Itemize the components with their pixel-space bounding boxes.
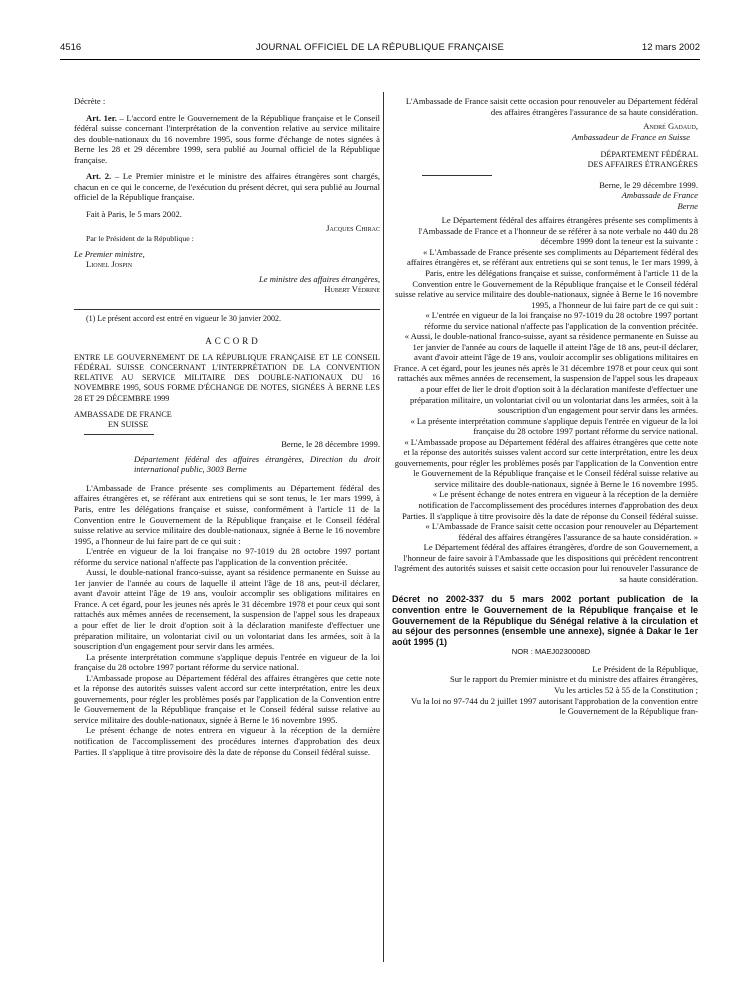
sender-ambassade: AMBASSADE DE FRANCE <box>74 409 172 419</box>
dept-heading-2: DES AFFAIRES ÉTRANGÈRES <box>587 160 698 170</box>
par-le-president: Par le Président de la République : <box>86 234 194 244</box>
column-divider <box>383 92 384 962</box>
pm-title: Le Premier ministre, <box>74 248 145 259</box>
dept-address: Département fédéral des affaires étrangères, Direction du droit international public, 3003 Berne <box>134 453 380 475</box>
article-1-label: Art. 1er. <box>86 112 117 123</box>
right-para-8: « L'Ambassade de France saisit cette occasion pour renouveler au Département fédéral des affaires étrangères l'assurance de sa haute considération. » <box>425 521 698 542</box>
issue-date: 12 mars 2002 <box>641 42 700 53</box>
berne-date-2: Berne, le 29 décembre 1999. <box>599 179 698 190</box>
article-2 <box>74 171 380 203</box>
right-column <box>392 96 698 717</box>
right-para-7: « Le présent échange de notes entrera en vigueur à la réception de la dernière notification de l'accomplissement des procédures internes d'approbation des deux Parties. Il s'applique à titre provisoire dès la date de réponse du Conseil fédéral suisse. <box>401 489 698 521</box>
left-para-6: Le présent échange de notes entrera en vigueur à la réception de la dernière notification de l'accomplissement des procédures internes d'approbation des deux Parties. Il s'applique à titre provisoire dès la date de réponse du Conseil fédéral suisse. <box>74 725 380 757</box>
addressee-2: Berne <box>677 200 698 211</box>
ambassador-name: André Gadaud, <box>643 121 698 132</box>
footnote: (1) Le présent accord est entré en vigueur le 30 janvier 2002. <box>86 313 282 323</box>
dept-heading-1: DÉPARTEMENT FÉDÉRAL <box>600 150 698 160</box>
addressee-1: Ambassade de France <box>621 190 698 201</box>
right-para-1: Le Département fédéral des affaires étrangères présente ses compliments à l'Ambassade de France et a l'honneur de se référer à sa note verbale no 440 du 28 décembre 1999 dont la teneur est la suivante : <box>418 215 698 247</box>
article-2-text: – Le Premier ministre et le ministre des affaires étrangères sont chargés, chacun en ce qui le concerne, de l'exécution du présent décret, qui sera publié au Journal officiel de la République française. <box>74 171 381 203</box>
article-2-label: Art. 2. <box>86 171 112 182</box>
accord-title: ACCORD <box>205 336 261 347</box>
decree-para-4: Vu la loi no 97-744 du 2 juillet 1997 autorisant l'approbation de la convention entre le Gouvernement de la République fran- <box>411 695 698 717</box>
left-para-1: L'Ambassade de France présente ses compliments au Département fédéral des affaires étrangères et, se référant aux entretiens qui se sont tenus, le 1er mars 1999, à Paris, entre les délégations française et suisse, conformément à l'article 11 de la Convention entre le Gouvernement de la République française et le Conseil fédéral suisse relative au service militaire des double-nationaux, signée à Berne le 16 novembre 1995, a l'honneur de lui faire part de ce qui suit : <box>74 482 380 546</box>
signer-president: Jacques Chirac <box>326 223 380 234</box>
nor-reference: NOR : MAEJ0230008D <box>511 647 591 657</box>
right-para-6: « L'Ambassade propose au Département fédéral des affaires étrangères que cette note et la réponse des autorités suisses valent accord sur cette interprétation, entre les deux gouvernements, pour régler les problèmes posés par l'application de la Convention entre le Gouvernement de la République française et le Conseil fédéral suisse relative au service militaire des double-nationaux, signée à Berne le 16 novembre 1995. <box>394 436 698 489</box>
sender-rule <box>84 434 154 435</box>
left-para-2: L'entrée en vigueur de la loi française no 97-1019 du 28 octobre 1997 portant réforme du service national n'affecte pas l'application de la convention précitée. <box>74 546 380 567</box>
decree-title: Décret no 2002-337 du 5 mars 2002 portant publication de la convention entre le Gouvernement de la République française et le Gouvernement de la République du Sénégal relative à la circulation et au séjour des personnes (ensemble une annexe), signée à Dakar le 1er août 1995 (1) <box>392 594 698 647</box>
left-para-3: Aussi, le double-national franco-suisse, ayant sa résidence permanente en Suisse au 1er janvier de l'année au cours de laquelle il atteint l'âge de 18 ans, peut-il déclarer, avant d'avoir atteint l'âge de 19 ans, vouloir accomplir ses obligations militaires en France. A cet égard, pour les jeunes nés après le 31 décembre 1978 et pour ceux qui sont rattachés aux mêmes années de recensement, la suspension de l'appel sous les drapeaux a pour effet de lier le droit d'option soit à la déclaration manifeste d'effectuer une préparation militaire, un volontariat civil ou un volontariat dans les armées, soit à la souscription d'un engagement pour servir dans les armées. <box>74 567 380 652</box>
ambassador-title: Ambassadeur de France en Suisse <box>572 131 690 142</box>
decree-para-1: Le Président de la République, <box>592 663 698 674</box>
fait-a-paris: Fait à Paris, le 5 mars 2002. <box>86 208 182 219</box>
left-para-4: La présente interprétation commune s'applique depuis l'entrée en vigueur de la loi française du 28 octobre 1997 portant réforme du service national. <box>74 651 380 673</box>
right-para-3: « L'entrée en vigueur de la loi française no 97-1019 du 28 octobre 1997 portant réforme du service national n'affecte pas l'application de la convention précitée. <box>424 310 698 331</box>
left-para-5: L'Ambassade propose au Département fédéral des affaires étrangères que cette note et la réponse des autorités suisses valent accord sur cette interprétation, entre les deux gouvernements, pour régler les problèmes posés par l'application de la Convention entre le Gouvernement de la République française et le Conseil fédéral suisse relative au service militaire des double-nationaux, signée à Berne le 16 novembre 1995. <box>74 672 380 725</box>
mae-name: Hubert Védrine <box>324 284 380 295</box>
decree-para-3: Vu les articles 52 à 55 de la Constitution ; <box>554 684 698 695</box>
dept-rule <box>422 175 492 176</box>
header-rule <box>60 59 700 60</box>
footnote-rule <box>74 309 380 310</box>
decree-para-2: Sur le rapport du Premier ministre et du ministre des affaires étrangères, <box>449 674 698 685</box>
journal-title: JOURNAL OFFICIEL DE LA RÉPUBLIQUE FRANÇAISE <box>255 42 505 53</box>
right-top-para: L'Ambassade de France saisit cette occasion pour renouveler au Département fédéral des affaires étrangères l'assurance de sa haute considération. <box>405 96 698 117</box>
article-1-text: – L'accord entre le Gouvernement de la République française et le Conseil fédéral suisse concernant l'interprétation de la convention relative au service militaire des double-nationaux du 16 novembre 1995, sous forme d'échange de notes signées à Berne les 28 et 29 décembre 1999, sera publié au Journal officiel de la République française. <box>74 112 380 165</box>
right-para-4: « Aussi, le double-national franco-suisse, ayant sa résidence permanente en Suisse au 1er janvier de l'année au cours de laquelle il atteint l'âge de 18 ans, peut-il déclarer, avant d'avoir atteint l'âge de 19 ans, vouloir accomplir ses obligations militaires en France. A cet égard, pour les jeunes nés après le 31 décembre 1978 et pour ceux qui sont rattachés aux mêmes années de recensement, la suspension de l'appel sous les drapeaux a pour effet de lier le droit d'option soit à la déclaration manifeste d'effectuer une préparation militaire, un volontariat civil ou un volontariat dans les armées, soit à la souscription d'un engagement pour servir dans les armées. <box>393 331 698 416</box>
pm-name: Lionel Jospin <box>86 259 133 270</box>
accord-subtitle: ENTRE LE GOUVERNEMENT DE LA RÉPUBLIQUE FRANÇAISE ET LE CONSEIL FÉDÉRAL SUISSE CONCERNANT L'INTERPRÉTATION DE LA CONVENTION RELATIVE AU SERVICE MILITAIRE DES DOUBLE-NATIONAUX DU 16 NOVEMBRE 1995, SOUS FORME D'ÉCHANGE DE NOTES, SIGNÉES À BERNE LES 28 ET 29 DÉCEMBRE 1999 <box>74 352 380 403</box>
page-number: 4516 <box>60 42 82 53</box>
left-column <box>74 96 380 757</box>
right-para-9: Le Département fédéral des affaires étrangères, d'ordre de son Gouvernement, a l'honneur de faire savoir à l'Ambassade que les dispositions qui précèdent rencontrent l'agrément des autorités suisses et saisit cette occasion pour lui renouveler l'assurance de sa haute considération. <box>394 542 698 584</box>
mae-title: Le ministre des affaires étrangères, <box>258 273 380 284</box>
article-1 <box>74 113 380 166</box>
decrete-heading: Décrète : <box>74 96 106 106</box>
sender-ambassade-2: EN SUISSE <box>108 420 149 430</box>
right-para-5: « La présente interprétation commune s'applique depuis l'entrée en vigueur de la loi française du 28 octobre 1997 portant réforme du service national. <box>410 415 698 437</box>
right-para-2: « L'Ambassade de France présente ses compliments au Département fédéral des affaires étrangères et, se référant aux entretiens qui se sont tenus, le 1er mars 1999, à Paris, entre les délégations française et suisse, conformément à l'article 11 de la Convention entre le Gouvernement de la République française et le Conseil fédéral suisse relative au service militaire des double-nationaux, signée à Berne le 16 novembre 1995, a l'honneur de lui faire part de ce qui suit : <box>395 246 698 310</box>
berne-date-1: Berne, le 28 décembre 1999. <box>281 439 380 450</box>
